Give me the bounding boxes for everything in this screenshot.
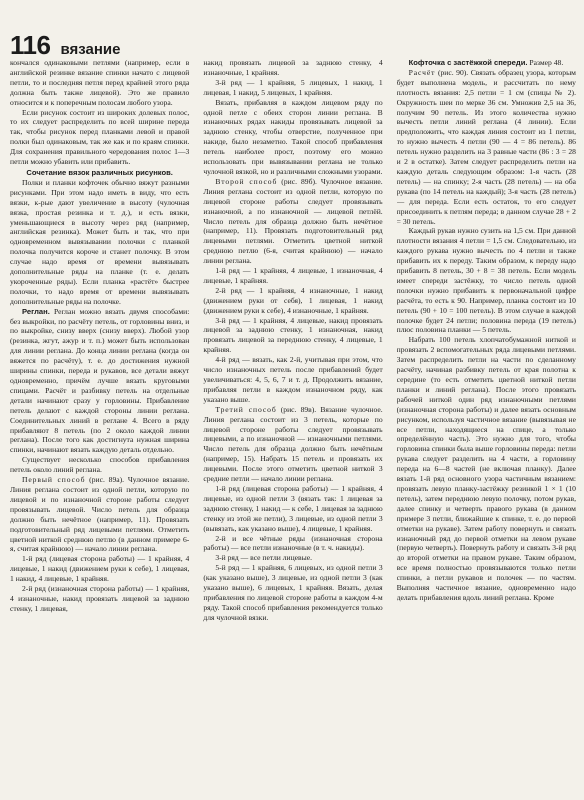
paragraph-lead: Второй способ [215, 176, 278, 186]
paragraph [397, 58, 576, 68]
paragraph: 2-й ряд (изнаночная сторона работы) — 1 крайняя, 4 изнаночные, накид провязать лицевой за заднюю стенку, 1 лицевая, [10, 584, 190, 613]
paragraph-text: (рис. 89б). Чулочное вязание. Линия реглана состоит из одной петли, которую по лицевой стороне работы следует провязывать изнаночной, а по изнаночной — лицевой петлёй. Число петель для образца должно быть нечётное (например, 11). Провязать подготовительный ряд лицевыми петлями. Отметить цветной ниткой среднюю петлю (6-я, считая крайнюю) — начало линии реглана. [203, 176, 383, 266]
paragraph: Полки и планки кофточек обычно вяжут разными рисунками. При этом надо иметь в виду, что есть вязки, к-рые дают увеличение в высоту (чулочная вязка, простая резинка и т. д.), и есть вязки, уменьшающиеся в высоту через ряд (например, английская резинка). Может быть и так, что при одновременном вывязывании полочки с планкой полочка получится короче и станет полочку. В этом случае надо время от времени вывязывать дополнительные ряды на планке (т. е. делать укороченные ряды). Если планка «растёт» быстрее полочки, то надо время от времени вывязывать дополнительные ряды на полочке. [10, 177, 190, 306]
paragraph-text: (рис. 89а). Чулочное вязание. Линия реглана состоит из одной петли, которую по лицевой и по изнаночной стороне работы следует провязывать лицевой. Число петель для образца должно быть нечётное (например, 11). Провязать подготовительный ряд лицевыми петлями. Отметить цветной ниткой среднюю петлю (в данном примере 6-я, считая крайнюю) — начало линии реглана. [10, 475, 190, 554]
paragraph: 3-й ряд — все петли лицевые. [215, 553, 312, 563]
paragraph: Набрать 100 петель хлопчатобумажной ниткой и провязать 2 вспомогательных ряда лицевыми петлями. Затем распределить петли на части по сделанному расчёту, начиная разбивку петель от края полотна к середине (то есть отметить цветной ниткой петли планки и линий реглана). После этого провязать рабочей ниткой один ряд изнаночными петлями (изнаночная сторона работы) и далее вязать основным рисунком, используя частичное вязание (вывязывая не все петли, находящиеся на спице, а только определённую часть). Это нужно для того, чтобы горловина спинки была выше горловины переда: петли рукава следует разделить на 4 части, а горловину переда на 6—8 частей (не включая планку). Далее вязать 1-й ряд основного узора частичным вязанием: провязать левую планку-застёжку резинкой 1 × 1 (10 петель), затем переднюю левую полочку, потом рукав, далее спинку и четверть правого рукава (в данном примере 3 петли, ближайшие к спинке, т. е. до первой отметки на рукаве). Затем работу повернуть и связать изнаночный ряд до первой отметки на левом рукаве (первую четверть). Повернуть работу и связать 3-й ряд до второй отметки на правом рукаве. Таким образом, все время полностью провязываются только петли спинки, а петли рукавов и полочек — по частям. Выполняя частичное вязание, одновременно надо делать прибавления вдоль линий реглана. Кроме [396, 335, 576, 602]
paragraph-text: (рис. 89в). Вязание чулочное. Линия реглана состоит из 3 петель, которые по лицевой стороне работы следует провязывать лицевыми, а по изнаночной — изнаночными петлями. Число петель для образца должно быть нечётным (например, 15). Набрать 15 петель и провязать их лицевыми. После этого отметить цветной ниткой 3 средние петли — начало линии реглана. [203, 404, 383, 484]
paragraph-text: (рис. 90). Связать образец узора, которым будет выполнена модель, и рассчитать по нему плотность вязания: 2,5 петли = 1 см (спицы № 2). Окружность шеи по мерке 36 см. Умножив 2,5 на 36, получим 90 петель. Из этого количества нужно вычесть петли линий реглана (4 линии). Если предположить, что каждая линия состоит из 1 петли, то нужно вычесть 4 петли (90 — 4 = 86 петель). 86 петель нужно разделить на 3 равные части (86 : 3 = 28 и 2 в остатке). Затем следует распределить петли на каждую деталь следующим образом: 1-я часть (28 петель) — на спинку; 2-я часть (28 петель) — на оба рукава (по 14 петель на каждый); 3-я часть (28 петель) — для переда. Если есть остаток, то его следует присоединить к петлям переда; в данном случае 28 + 2 = 30 петель. [396, 67, 576, 226]
paragraph: 3-й ряд — 1 крайняя, 5 лицевых, 1 накид, 1 лицевая, 1 накид, 5 лицевых, 1 крайняя. [203, 77, 383, 97]
paragraph-text: Размер 48. [527, 58, 564, 67]
paragraph: 3-й ряд — 1 крайняя, 4 лицевые, накид провязать лицевой за заднюю стенку, 1 изнаночная, накид провязать лицевой за переднюю стенку, 4 лицевые, 1 крайняя. [203, 315, 383, 355]
paragraph: Каждый рукав нужно сузить на 1,5 см. При данной плотности вязания 4 петли = 1,5 см. Следовательно, из каждого рукава нужно вычесть по 4 петли и также прибавить их к переду. Таким образом, к переду надо прибавить 8 петель, 30 + 8 = 38 петель. Если модель имеет спереди застёжку, то число петель одной полочки нужно прибавить к первоначальной цифре расчёта, то есть к 90. Например, планка состоит из 10 петель (90 + 10 = 100 петель). В этом случае в каждой полочке будет 24 петли; половина переда (19 петель) плюс половина планки — 5 петель. [396, 226, 576, 335]
subheading: Кофточка с застёжкой спереди. [408, 58, 528, 67]
page-number: 116 [10, 30, 51, 60]
paragraph [203, 405, 382, 484]
paragraph-text: Реглан можно вязать двумя способами: без выкройки, по расчёту петель, от горловины вниз, и по выкройке, снизу вверх (снизу вверх). Любой узор (резинка, жгут, ажур и т. п.) может быть использован для линии реглана. До конца линии реглана (когда он вяжется по расчёту), т. е. до достижения нужной ширины спинки, переда и рукавов, все детали вяжут одновременно, причём лучше вязать круговыми спицами. Расчёт и разбивку петель на отдельные детали начинают сразу у горловины. Прибавление петель делают с каждой стороны линии реглана. Соединительных линий в реглане 4. Всего в ряду прибавляют 8 петель (по 2 около каждой линии реглана). После того как достигнута нужная ширина спинки, начинают вязать каждую деталь отдельно. [10, 306, 190, 455]
column-1 [10, 58, 189, 796]
paragraph: 4-й ряд — вязать, как 2-й, учитывая при этом, что число изнаночных петель после прибавлений будет увеличиваться: 4, 5, 6, 7 и т. д. Продолжить вязание, прибавляя петли в каждом изнаночном ряду, как указано выше. [203, 355, 383, 404]
paragraph: накид провязать лицевой за заднюю стенку, 4 изнаночные, 1 крайняя. [203, 58, 383, 77]
section-title: вязание [60, 41, 121, 58]
paragraph [10, 307, 189, 456]
text-columns [10, 58, 576, 796]
paragraph: 2-й ряд — 1 крайняя, 4 изнаночные, 1 накид (движением руки от себя), 1 лицевая, 1 накид (движением руки к себе), 4 изнаночные, 1 крайняя. [203, 285, 383, 315]
paragraph: кончался одинаковыми петлями (например, если в английской резинке вязание спинки начато с лицевой петли, то и последняя петля перед крайней этого ряда должна быть также лицевой). Это же правило относится и к поперечным полосам любого узора. [10, 58, 190, 107]
paragraph: 1-й ряд (лицевая сторона работы) — 1 крайняя, 4 лицевые, из одной петли 3 (вязать так: 1 лицевая за заднюю стенку, 1 накид — к себе, 1 лицевая за заднюю стенку из этой же петли), 3 лицевые, из одной петли 3 (вывязать, как указано выше), 4 лицевые, 1 крайняя. [203, 483, 383, 533]
column-3 [397, 58, 576, 796]
paragraph-lead: Реглан. [22, 306, 50, 316]
paragraph [10, 475, 189, 554]
subheading: Сочетание вязок различных рисунков. [26, 167, 173, 177]
column-2 [203, 58, 382, 796]
paragraph: Вязать, прибавляя в каждом лицевом ряду по одной петле с обеих сторон линии реглана. В изнаночных рядах накиды провязывать лицевой за заднюю стенку, чтобы отверстие, полученное при накиде, было незаметно. Такой способ прибавления петель наиболее прост, поэтому его можно использовать при вывязывании реглана не только чулочной вязкой, но и различными сложными узорами. [203, 97, 383, 176]
paragraph: 1-й ряд (лицевая сторона работы) — 1 крайняя, 4 лицевые, 1 накид (движением руки к себе), 1 лицевая, 1 накид, 4 лицевые, 1 крайняя. [10, 554, 190, 584]
paragraph-lead: Третий способ [215, 404, 277, 414]
paragraph-lead: Первый способ [22, 475, 86, 485]
paragraph: Существует несколько способов прибавления петель около линий реглана. [10, 455, 190, 475]
paragraph: 5-й ряд — 1 крайняя, 6 лицевых, из одной петли 3 (как указано выше), 3 лицевые, из одной петли 3 (как указано выше), 6 лицевых, 1 крайняя. Вязать, делая прибавления по лицевой стороне работы в каждом 4-м ряду. Такой способ прибавления рекомендуется только для чулочной вязки. [203, 563, 383, 622]
paragraph [397, 68, 576, 227]
paragraph-lead: Расчёт [408, 67, 436, 77]
paragraph [203, 177, 382, 266]
page-header [10, 30, 120, 60]
paragraph: 2-й и все чётные ряды (изнаночная сторона работы) — все петли изнаночные (в т. ч. накиды). [203, 533, 383, 553]
paragraph: 1-й ряд — 1 крайняя, 4 лицевые, 1 изнаночная, 4 лицевые, 1 крайняя. [203, 266, 383, 285]
paragraph: Если рисунок состоит из широких долевых полос, то их следует распределить по всей ширине переда так, чтобы рисунок перед планками левой и правой полки был одинаковым, так же как и по краям спинки. Для сохранения правильного чередования полос 1—3 петли можно убавить или прибавить. [10, 107, 190, 167]
